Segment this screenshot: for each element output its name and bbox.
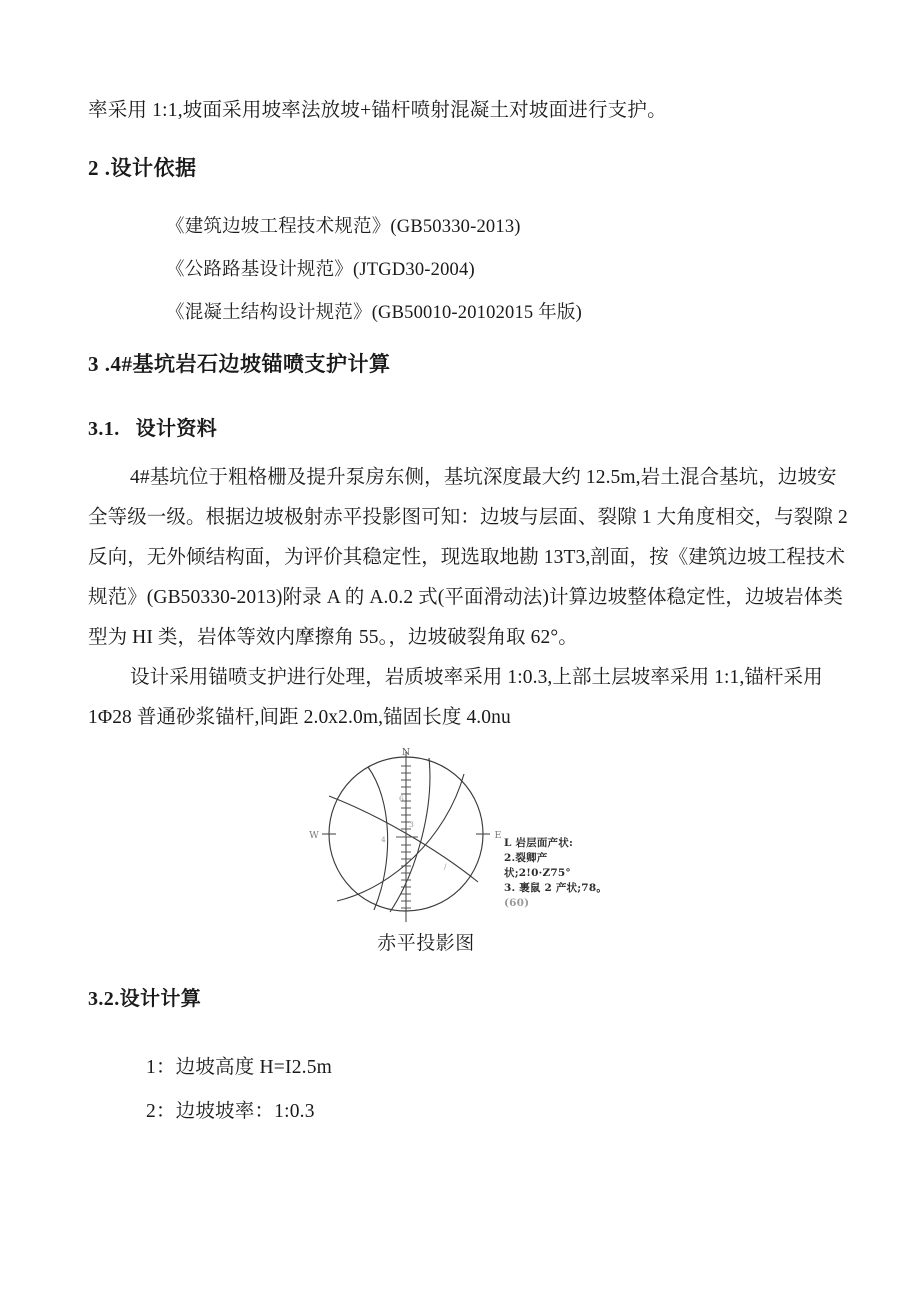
axis-tick-marks [396, 766, 418, 908]
paragraph-line: 4#基坑位于粗格栅及提升泵房东侧，基坑深度最大约 12.5m,岩土混合基坑，边坡安 [130, 467, 837, 488]
figure-caption: 赤平投影图 [377, 933, 475, 954]
paragraph-line: 反向，无外倾结构面，为评价其稳定性，现选取地勘 13T3,剖面，按《建筑边坡工程技术 [88, 547, 846, 568]
stereographic-projection-figure [296, 742, 636, 972]
legend-line: L 岩层面产状: [504, 837, 574, 849]
annotation-mark: 3 [409, 820, 414, 829]
interior-annotations [381, 794, 447, 871]
legend-line: 3. 裹鼠 2 产状;78。 [504, 882, 608, 894]
paragraph-line: 设计采用锚喷支护进行处理，岩质坡率采用 1:0.3,上部土层坡率采用 1:1,锚杆采用 [130, 667, 823, 688]
heading-section-3-2: 3.2.设计计算 [88, 988, 202, 1010]
calculation-list [146, 1046, 706, 1134]
legend-line: 2.裂卿产 [504, 852, 548, 864]
heading-number: 3.1. [88, 418, 120, 440]
paragraph-line: 规范》(GB50330-2013)附录 A 的 A.0.2 式(平面滑动法)计算边坡整体稳定性，边坡岩体类 [88, 587, 843, 608]
legend-line: 状;2!0·Z75° [504, 867, 571, 879]
heading-section-3: 3 .4#基坑岩石边坡锚喷支护计算 [88, 352, 391, 376]
compass-label-west: W [309, 830, 319, 841]
great-circle-arc-slope [390, 758, 430, 912]
paragraph-line: 全等级一级。根据边坡极射赤平投影图可知：边坡与层面、裂隙 1 大角度相交，与裂隙 2 [88, 507, 848, 528]
standards-list [166, 206, 806, 335]
compass-label-east: E [494, 830, 502, 841]
annotation-mark: 4 [381, 835, 386, 844]
continuation-paragraph: 率采用 1:1,坡面采用坡率法放坡+锚杆喷射混凝土对坡面进行支护。 [88, 100, 667, 121]
body-paragraph-2 [88, 658, 844, 738]
standard-item: 《混凝土结构设计规范》(GB50010-20102015 年版) [166, 303, 582, 323]
paragraph-line: 1Φ28 普通砂浆锚杆,间距 2.0x2.0m,锚固长度 4.0nu [88, 707, 511, 728]
calculation-item: 1：边坡高度 H=I2.5m [146, 1057, 333, 1078]
calculation-item: 2：边坡坡率：1:0.3 [146, 1101, 315, 1122]
great-circle-arc-joint-1 [329, 796, 478, 882]
standard-item: 《建筑边坡工程技术规范》(GB50330-2013) [166, 217, 521, 237]
heading-section-2: 2 .设计依据 [88, 156, 197, 180]
heading-section-3-1 [88, 412, 217, 441]
standard-item: 《公路路基设计规范》(JTGD30-2004) [166, 260, 475, 280]
figure-legend [504, 836, 636, 911]
annotation-mark: / [444, 862, 447, 871]
paragraph-line: 型为 HI 类，岩体等效内摩擦角 55。，边坡破裂角取 62°。 [88, 627, 578, 648]
heading-title: 设计资料 [135, 418, 218, 440]
compass-label-north: N [401, 747, 411, 758]
body-paragraph-1 [88, 458, 848, 658]
annotation-mark: 6 [399, 794, 404, 803]
legend-line: (60) [504, 897, 530, 909]
